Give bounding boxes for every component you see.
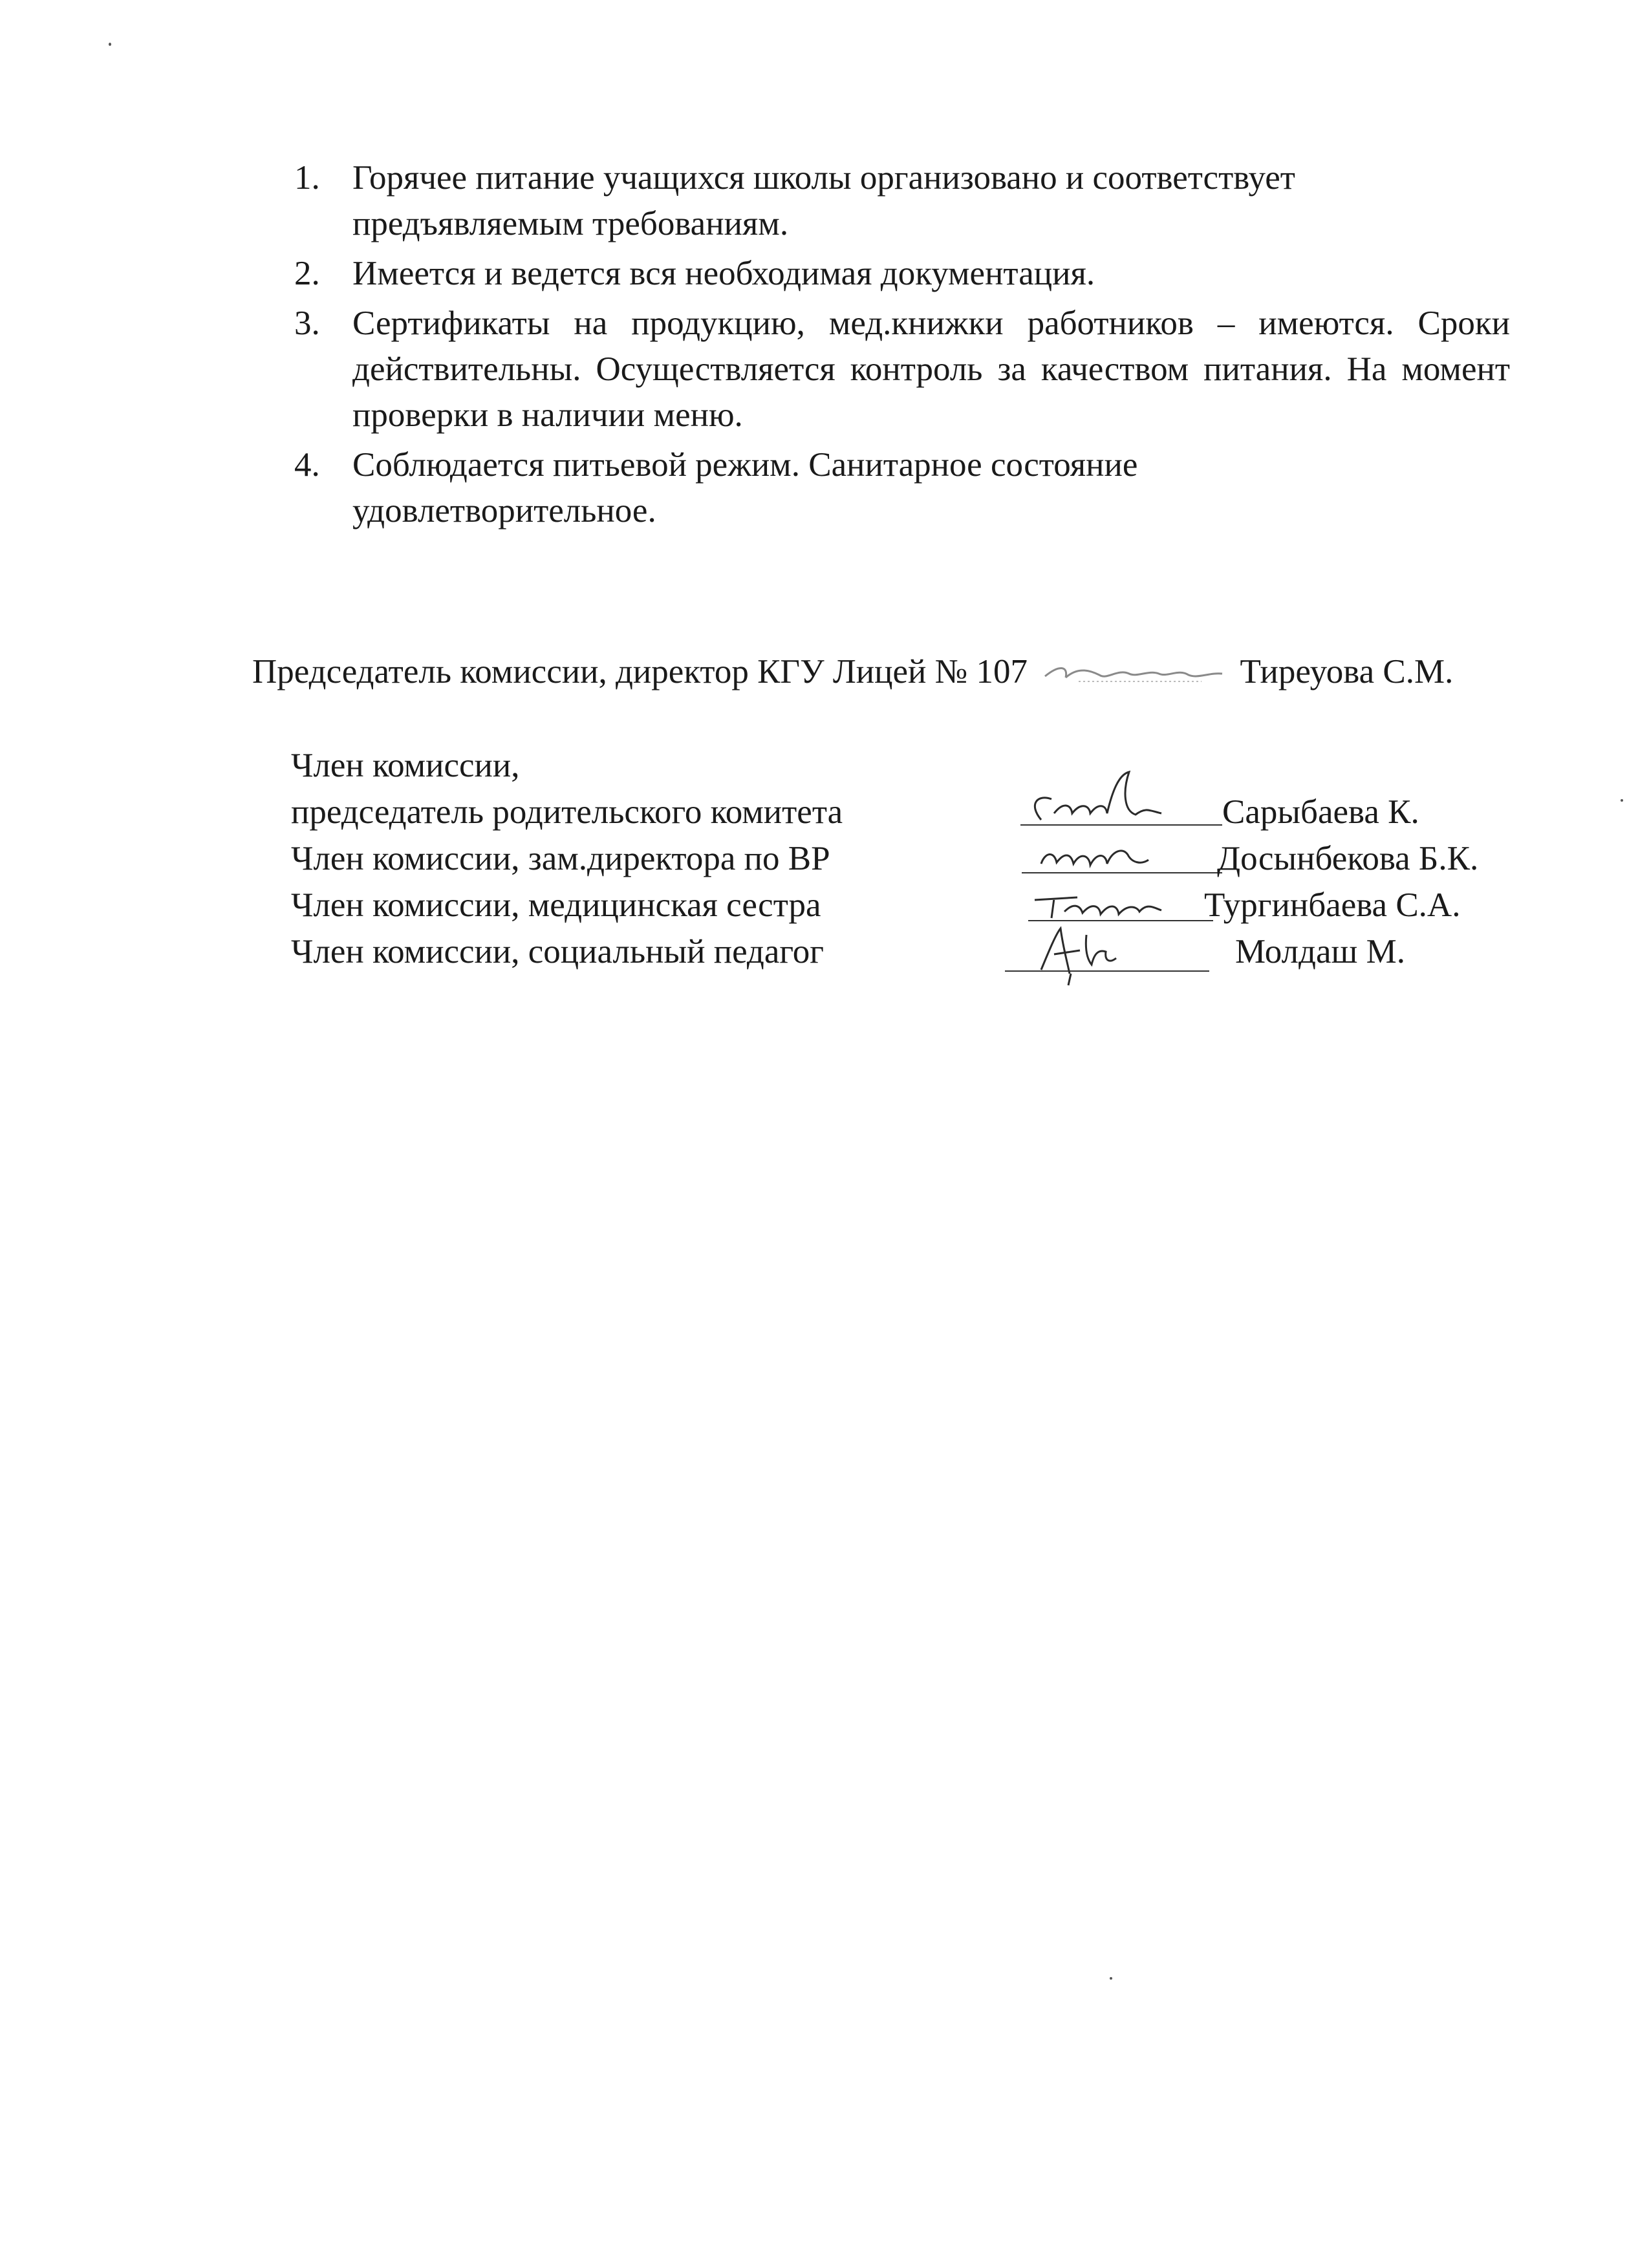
finding-number: 3. (294, 305, 320, 342)
finding-number: 4. (294, 446, 320, 484)
finding-text: Горячее питание учащихся школы организовано и соответствует предъявляемым требованиям. (352, 159, 1295, 242)
finding-item (294, 251, 1510, 297)
scan-speck (1621, 799, 1623, 802)
member-name: Тургинбаева С.А. (1204, 886, 1461, 924)
member-name: Молдаш М. (1235, 933, 1405, 970)
finding-text: Имеется и ведется вся необходимая документация. (352, 255, 1095, 292)
member-row (291, 835, 1520, 882)
chairman-signature (1040, 652, 1227, 690)
member-name: Сарыбаева К. (1222, 793, 1419, 831)
member-row (291, 789, 1520, 835)
chairman-role: Председатель комиссии, директор КГУ Лицей № 107 (252, 653, 1028, 690)
members-list (291, 742, 1520, 975)
chairman-name: Тиреуова С.М. (1240, 653, 1454, 690)
member-role: Член комиссии, социальный педагог (291, 933, 824, 970)
finding-item (294, 301, 1510, 438)
member-signature (1009, 765, 1222, 837)
finding-item (294, 155, 1510, 247)
member-role: Член комиссии, (291, 747, 520, 784)
chairman-signature-line (252, 648, 1513, 695)
member-role: Член комиссии, зам.директора по ВР (291, 840, 830, 877)
member-role: Член комиссии, медицинская сестра (291, 886, 821, 924)
finding-text: Сертификаты на продукцию, мед.книжки работников – имеются. Сроки действительны. Осуществляется контроль за качеством питания. На момент проверки в наличии меню. (352, 305, 1510, 434)
member-signature (1009, 833, 1222, 884)
findings-list (294, 155, 1510, 538)
finding-number: 2. (294, 255, 320, 292)
finding-number: 1. (294, 159, 320, 197)
member-row (291, 882, 1520, 928)
member-role: председатель родительского комитета (291, 793, 843, 831)
finding-text: Соблюдается питьевой режим. Санитарное состояние удовлетворительное. (352, 446, 1138, 530)
member-row (291, 742, 1520, 789)
scan-speck (109, 43, 111, 46)
scan-speck (1110, 1977, 1112, 1980)
member-row (291, 928, 1520, 975)
member-name: Досынбекова Б.К. (1217, 840, 1479, 877)
member-signature (996, 909, 1209, 987)
finding-item (294, 442, 1510, 534)
